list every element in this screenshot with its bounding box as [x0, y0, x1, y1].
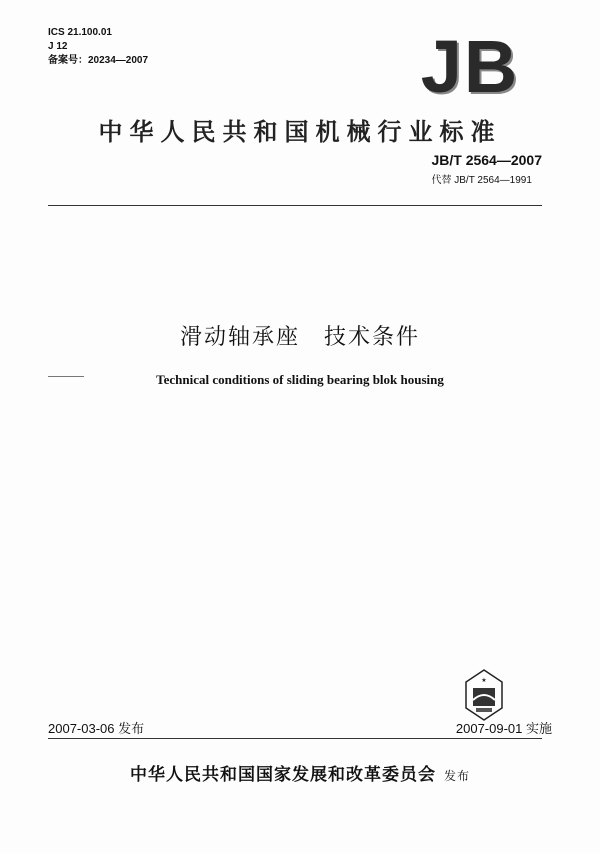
- jb-logo: [400, 25, 540, 108]
- standard-category-title: 中华人民共和国机械行业标准: [98, 118, 502, 146]
- bottom-divider: [48, 738, 542, 739]
- issuer-name: 中华人民共和国国家发展和改革委员会: [129, 765, 436, 785]
- english-title: Technical conditions of sliding bearing blok housing: [156, 372, 444, 387]
- filing-number: 备案号：20234—2007: [48, 55, 149, 66]
- replaced-standard: 代替 JB/T 2564—1991: [431, 175, 532, 186]
- standard-number: JB/T 2564—2007: [431, 152, 542, 168]
- chinese-title: 滑动轴承座 技术条件: [179, 325, 420, 350]
- classification-block: [48, 26, 148, 68]
- publish-date: 2007-03-06 发布: [48, 721, 145, 736]
- ccs-code: J 12: [48, 41, 68, 52]
- issue-action: 发布: [443, 769, 470, 783]
- top-divider: [48, 205, 542, 206]
- svg-text:★: ★: [481, 677, 487, 684]
- standard-code-block: [431, 152, 542, 186]
- ics-code: ICS 21.100.01: [48, 27, 112, 38]
- publisher-seal-icon: [462, 668, 506, 724]
- logo-lettering: JB: [420, 25, 520, 108]
- implement-date: 2007-09-01 实施: [455, 721, 552, 736]
- issuing-authority: [0, 760, 600, 785]
